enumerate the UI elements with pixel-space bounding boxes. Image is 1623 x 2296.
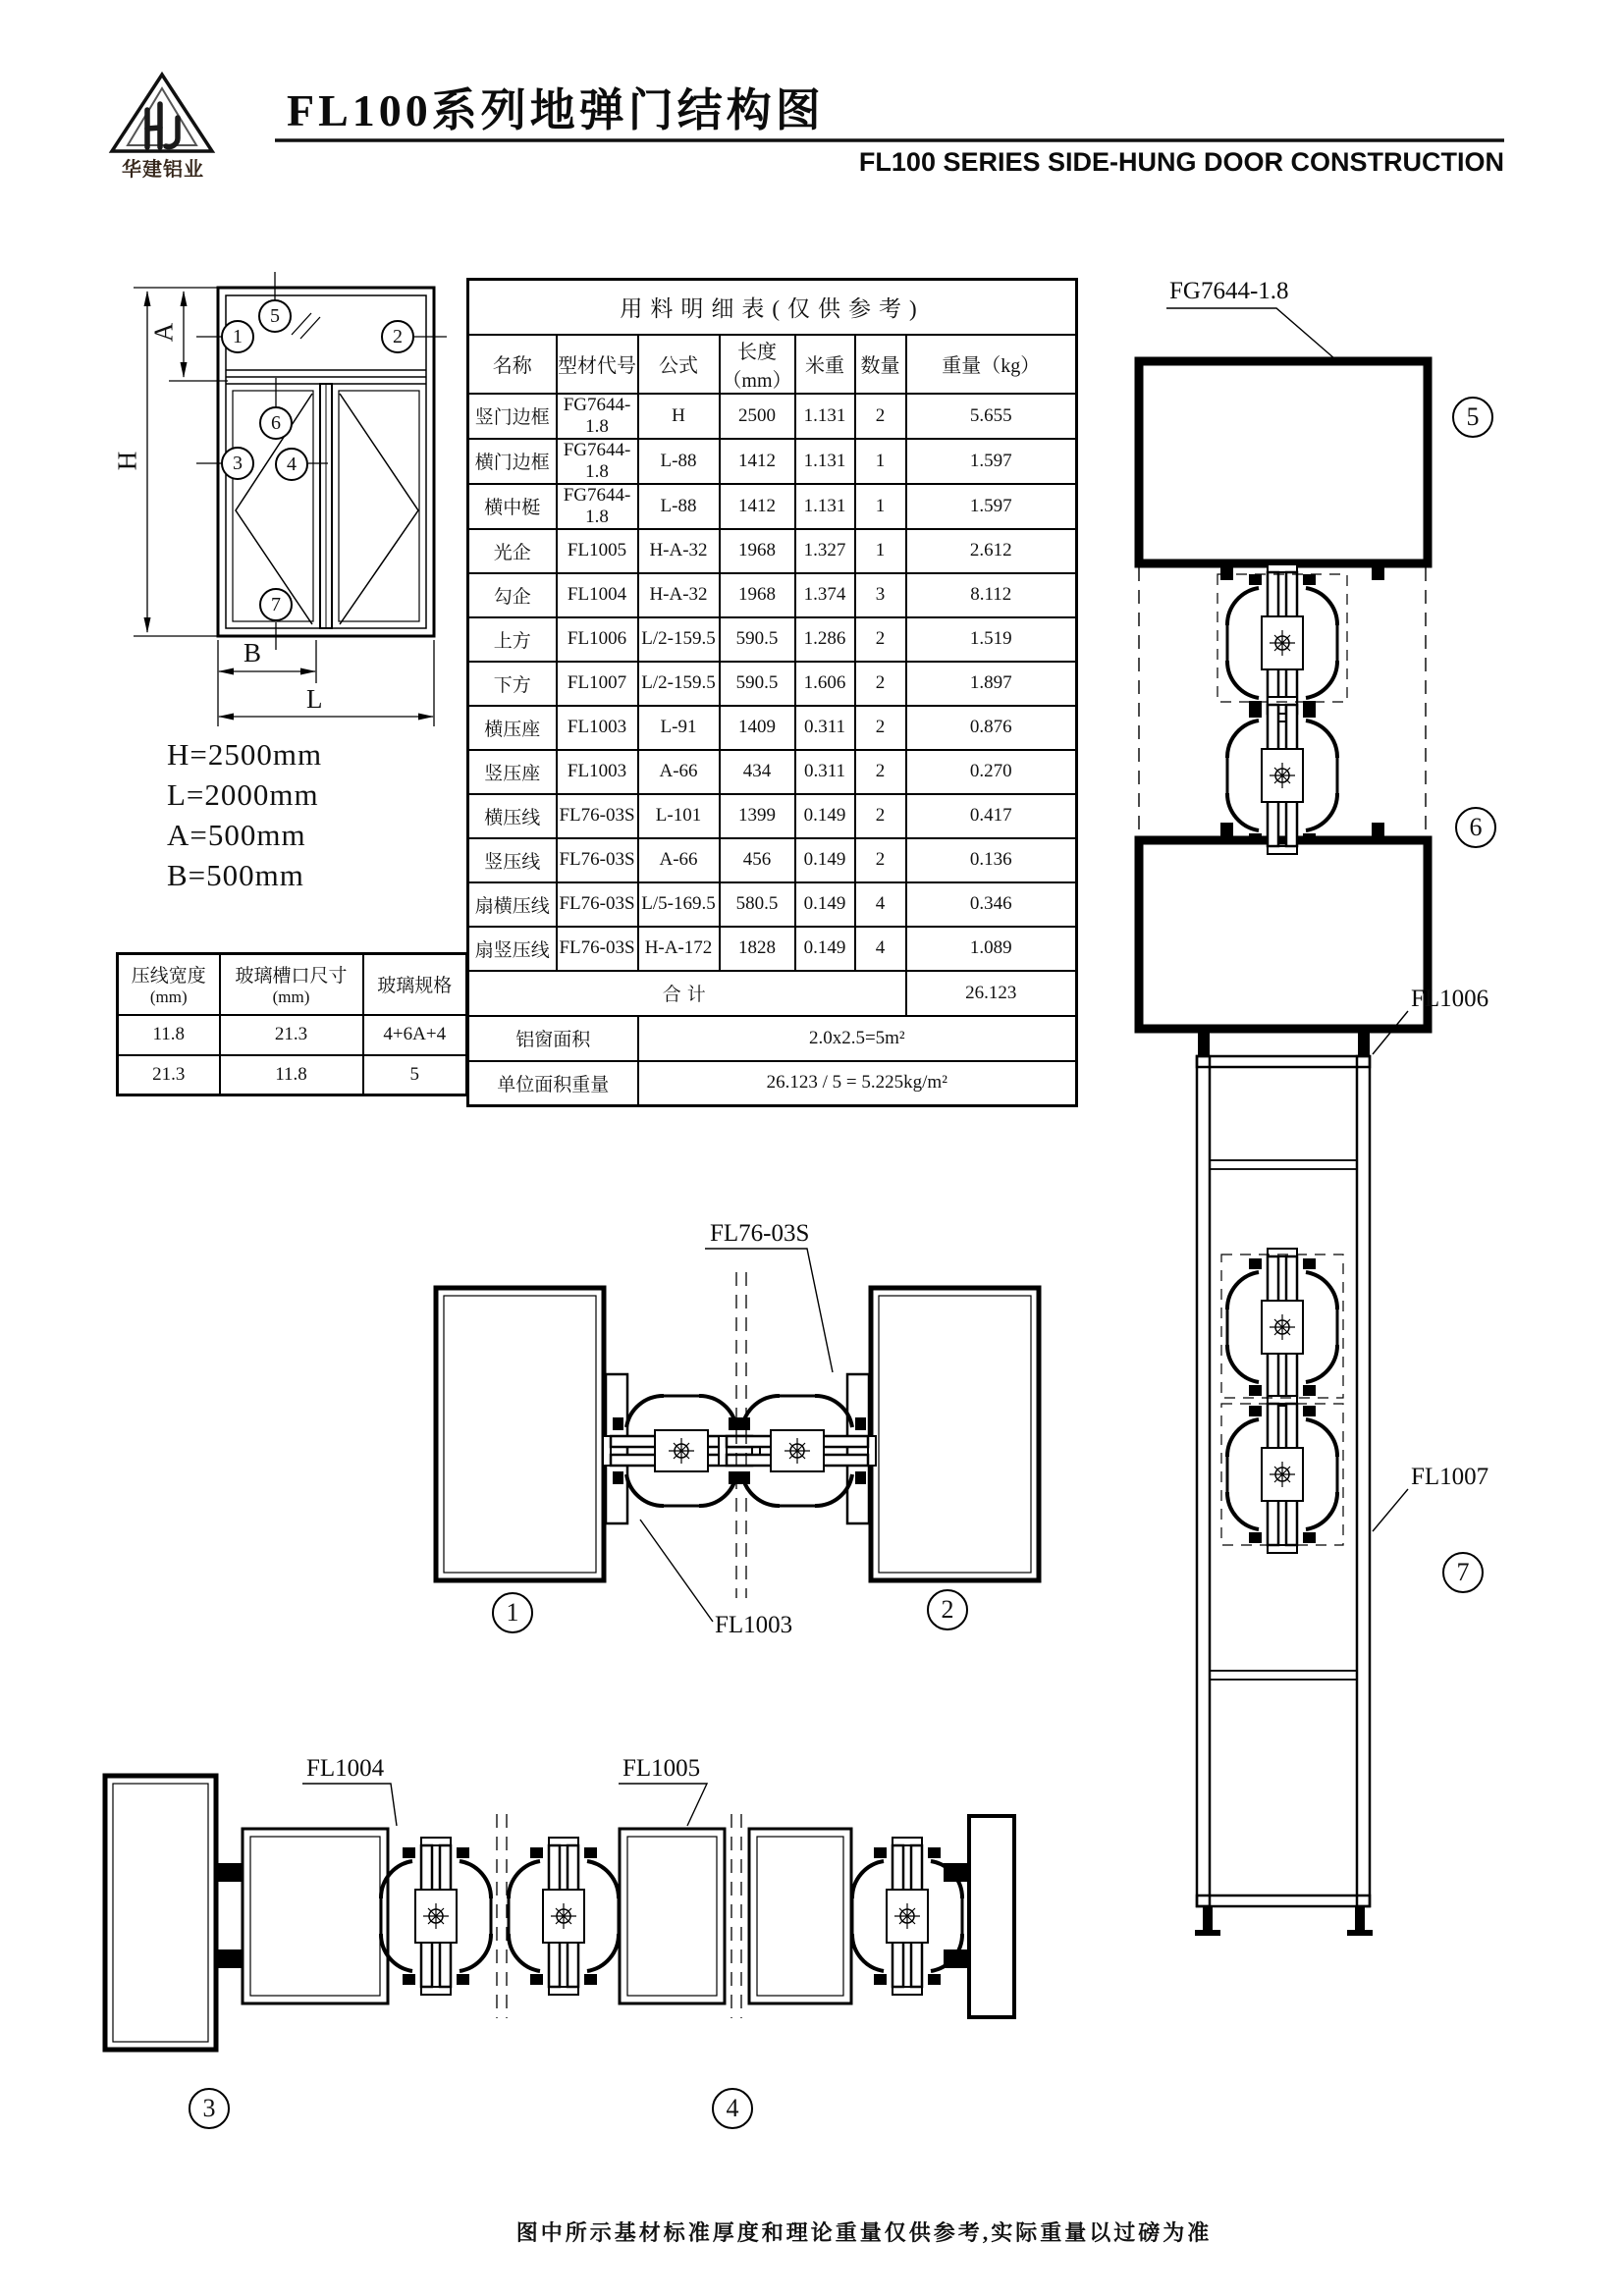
dimension-note-line: A=500mm bbox=[167, 818, 306, 852]
label-fl1007: FL1007 bbox=[1411, 1464, 1489, 1490]
cell-profile-code: FL1006 bbox=[557, 617, 638, 662]
cell-bead-width: 21.3 bbox=[118, 1055, 220, 1095]
cell-formula: A-66 bbox=[638, 750, 720, 794]
section-balloon-2: 2 bbox=[927, 1589, 968, 1630]
materials-table-header-row bbox=[468, 335, 1077, 394]
cell-qty: 2 bbox=[855, 838, 906, 882]
material-row bbox=[468, 750, 1077, 794]
cell-length: 2500 bbox=[720, 394, 795, 439]
total-row bbox=[468, 971, 1077, 1016]
materials-column-header: 数量 bbox=[855, 335, 906, 394]
unit-weight-row bbox=[468, 1061, 1077, 1106]
glass-spec-table bbox=[116, 952, 468, 1096]
page-title: FL100系列地弹门结构图 bbox=[287, 85, 825, 135]
materials-column-header: 公式 bbox=[638, 335, 720, 394]
cell-name: 上方 bbox=[468, 617, 557, 662]
cell-qty: 2 bbox=[855, 394, 906, 439]
balloon-6: 6 bbox=[259, 406, 293, 440]
cell-profile-code: FL1003 bbox=[557, 750, 638, 794]
section-balloon-5: 5 bbox=[1452, 397, 1493, 438]
cell-formula: H bbox=[638, 394, 720, 439]
area-row bbox=[468, 1016, 1077, 1061]
cell-name: 扇竖压线 bbox=[468, 927, 557, 971]
cell-length: 1968 bbox=[720, 529, 795, 573]
cell-weight: 0.346 bbox=[906, 882, 1077, 927]
cell-formula: A-66 bbox=[638, 838, 720, 882]
dimension-note-line: H=2500mm bbox=[167, 737, 323, 772]
dim-label-a: A bbox=[148, 322, 179, 343]
label-fl1005: FL1005 bbox=[622, 1755, 701, 1782]
cell-meter-weight: 0.311 bbox=[795, 706, 855, 750]
cell-weight: 0.136 bbox=[906, 838, 1077, 882]
cell-profile-code: FG7644-1.8 bbox=[557, 439, 638, 484]
cell-meter-weight: 1.327 bbox=[795, 529, 855, 573]
cell-weight: 1.597 bbox=[906, 484, 1077, 529]
cell-profile-code: FL1005 bbox=[557, 529, 638, 573]
glass-row bbox=[118, 1055, 467, 1095]
materials-column-header: 长度（mm） bbox=[720, 335, 795, 394]
materials-column-header: 名称 bbox=[468, 335, 557, 394]
cell-length: 1399 bbox=[720, 794, 795, 838]
material-row bbox=[468, 439, 1077, 484]
dimension-note-line: B=500mm bbox=[167, 858, 304, 892]
cell-name: 光企 bbox=[468, 529, 557, 573]
material-row bbox=[468, 617, 1077, 662]
cell-weight: 8.112 bbox=[906, 573, 1077, 617]
cell-meter-weight: 0.149 bbox=[795, 794, 855, 838]
materials-table-body bbox=[468, 394, 1077, 971]
materials-table-title: 用料明细表(仅供参考) bbox=[468, 280, 1077, 335]
cell-profile-code: FG7644-1.8 bbox=[557, 484, 638, 529]
cell-length: 1968 bbox=[720, 573, 795, 617]
balloon-3: 3 bbox=[221, 447, 254, 480]
cell-name: 下方 bbox=[468, 662, 557, 706]
materials-column-header: 型材代号 bbox=[557, 335, 638, 394]
material-row bbox=[468, 706, 1077, 750]
cell-name: 勾企 bbox=[468, 573, 557, 617]
cell-formula: H-A-32 bbox=[638, 573, 720, 617]
balloon-4: 4 bbox=[275, 448, 308, 481]
cell-length: 1412 bbox=[720, 484, 795, 529]
cell-name: 横门边框 bbox=[468, 439, 557, 484]
cell-qty: 2 bbox=[855, 750, 906, 794]
cell-formula: L-91 bbox=[638, 706, 720, 750]
cell-qty: 1 bbox=[855, 529, 906, 573]
cell-formula: H-A-32 bbox=[638, 529, 720, 573]
cell-formula: L-88 bbox=[638, 439, 720, 484]
section-detail-3-4 bbox=[105, 1776, 1014, 2050]
label-fl1003: FL1003 bbox=[715, 1612, 793, 1638]
cell-qty: 3 bbox=[855, 573, 906, 617]
label-fl76-03s: FL76-03S bbox=[710, 1220, 810, 1247]
company-logo-text: 华建铝业 bbox=[122, 159, 204, 181]
cell-length: 580.5 bbox=[720, 882, 795, 927]
dim-label-b: B bbox=[243, 638, 262, 667]
section-detail-1-2 bbox=[436, 1272, 1039, 1598]
material-row bbox=[468, 838, 1077, 882]
area-label: 铝窗面积 bbox=[468, 1016, 638, 1061]
cell-weight: 1.089 bbox=[906, 927, 1077, 971]
area-value: 2.0x2.5=5m² bbox=[638, 1016, 1077, 1061]
cell-weight: 0.417 bbox=[906, 794, 1077, 838]
cell-notch-size: 21.3 bbox=[220, 1015, 363, 1055]
cell-qty: 2 bbox=[855, 706, 906, 750]
label-fg7644: FG7644-1.8 bbox=[1169, 278, 1289, 304]
cell-weight: 0.270 bbox=[906, 750, 1077, 794]
cell-length: 434 bbox=[720, 750, 795, 794]
dim-label-h: H bbox=[112, 451, 142, 471]
cell-qty: 2 bbox=[855, 794, 906, 838]
section-balloon-6: 6 bbox=[1455, 807, 1496, 848]
material-row bbox=[468, 484, 1077, 529]
cell-meter-weight: 0.149 bbox=[795, 882, 855, 927]
materials-column-header: 米重 bbox=[795, 335, 855, 394]
total-value: 26.123 bbox=[906, 971, 1077, 1016]
total-label: 合计 bbox=[468, 971, 906, 1016]
cell-profile-code: FL76-03S bbox=[557, 882, 638, 927]
cell-weight: 1.597 bbox=[906, 439, 1077, 484]
cell-profile-code: FL76-03S bbox=[557, 838, 638, 882]
section-balloon-1: 1 bbox=[492, 1592, 533, 1633]
cell-weight: 0.876 bbox=[906, 706, 1077, 750]
dimension-note-line: L=2000mm bbox=[167, 777, 319, 812]
material-row bbox=[468, 927, 1077, 971]
cell-length: 1828 bbox=[720, 927, 795, 971]
cell-profile-code: FL1007 bbox=[557, 662, 638, 706]
cell-name: 竖压座 bbox=[468, 750, 557, 794]
material-row bbox=[468, 662, 1077, 706]
cell-qty: 2 bbox=[855, 662, 906, 706]
cell-name: 竖压线 bbox=[468, 838, 557, 882]
material-row bbox=[468, 529, 1077, 573]
cell-meter-weight: 1.131 bbox=[795, 484, 855, 529]
materials-column-header: 重量（kg） bbox=[906, 335, 1077, 394]
section-detail-5-6-7 bbox=[1139, 361, 1428, 1936]
cell-formula: L-88 bbox=[638, 484, 720, 529]
section-balloon-3: 3 bbox=[189, 2088, 230, 2129]
cell-qty: 1 bbox=[855, 439, 906, 484]
material-row bbox=[468, 794, 1077, 838]
glass-table-header-row bbox=[118, 954, 467, 1015]
cell-meter-weight: 0.149 bbox=[795, 838, 855, 882]
unit-weight-value: 26.123 / 5 = 5.225kg/m² bbox=[638, 1061, 1077, 1106]
balloon-7: 7 bbox=[259, 588, 293, 621]
cell-qty: 4 bbox=[855, 927, 906, 971]
cell-qty: 1 bbox=[855, 484, 906, 529]
cell-profile-code: FL76-03S bbox=[557, 794, 638, 838]
cell-meter-weight: 1.131 bbox=[795, 439, 855, 484]
cell-formula: L-101 bbox=[638, 794, 720, 838]
cell-profile-code: FL1004 bbox=[557, 573, 638, 617]
cell-notch-size: 11.8 bbox=[220, 1055, 363, 1095]
material-row bbox=[468, 573, 1077, 617]
cell-meter-weight: 1.286 bbox=[795, 617, 855, 662]
cell-length: 1409 bbox=[720, 706, 795, 750]
cell-name: 横压线 bbox=[468, 794, 557, 838]
dim-label-l: L bbox=[306, 684, 323, 714]
cell-length: 590.5 bbox=[720, 617, 795, 662]
cell-meter-weight: 1.131 bbox=[795, 394, 855, 439]
balloon-1: 1 bbox=[221, 320, 254, 353]
material-row bbox=[468, 882, 1077, 927]
glass-column-header: 压线宽度 (mm) bbox=[118, 954, 220, 1015]
balloon-2: 2 bbox=[381, 320, 414, 353]
cell-meter-weight: 0.311 bbox=[795, 750, 855, 794]
label-fl1006: FL1006 bbox=[1411, 986, 1489, 1012]
glass-column-header: 玻璃槽口尺寸 (mm) bbox=[220, 954, 363, 1015]
cell-formula: H-A-172 bbox=[638, 927, 720, 971]
section-balloon-4: 4 bbox=[712, 2088, 753, 2129]
cell-weight: 1.897 bbox=[906, 662, 1077, 706]
dimension-lines bbox=[134, 288, 434, 726]
page-subtitle-en: FL100 SERIES SIDE-HUNG DOOR CONSTRUCTION bbox=[858, 147, 1504, 177]
cell-weight: 5.655 bbox=[906, 394, 1077, 439]
materials-table bbox=[466, 278, 1078, 1107]
cell-length: 456 bbox=[720, 838, 795, 882]
cell-bead-width: 11.8 bbox=[118, 1015, 220, 1055]
glass-row bbox=[118, 1015, 467, 1055]
section-balloon-7: 7 bbox=[1442, 1552, 1484, 1593]
cell-qty: 2 bbox=[855, 617, 906, 662]
cell-glass-spec: 5 bbox=[363, 1055, 467, 1095]
cell-glass-spec: 4+6A+4 bbox=[363, 1015, 467, 1055]
dimension-notes bbox=[167, 734, 442, 895]
unit-weight-label: 单位面积重量 bbox=[468, 1061, 638, 1106]
balloon-5: 5 bbox=[258, 299, 292, 333]
material-row bbox=[468, 394, 1077, 439]
cell-meter-weight: 1.606 bbox=[795, 662, 855, 706]
cell-meter-weight: 1.374 bbox=[795, 573, 855, 617]
cell-name: 竖门边框 bbox=[468, 394, 557, 439]
cell-length: 1412 bbox=[720, 439, 795, 484]
glass-column-header: 玻璃规格 bbox=[363, 954, 467, 1015]
glass-table-body bbox=[118, 1015, 467, 1095]
cell-qty: 4 bbox=[855, 882, 906, 927]
materials-table-title-row bbox=[468, 280, 1077, 335]
cell-profile-code: FG7644-1.8 bbox=[557, 394, 638, 439]
cell-weight: 2.612 bbox=[906, 529, 1077, 573]
cell-name: 扇横压线 bbox=[468, 882, 557, 927]
cell-profile-code: FL76-03S bbox=[557, 927, 638, 971]
cell-formula: L/2-159.5 bbox=[638, 617, 720, 662]
cell-length: 590.5 bbox=[720, 662, 795, 706]
cell-weight: 1.519 bbox=[906, 617, 1077, 662]
cell-formula: L/5-169.5 bbox=[638, 882, 720, 927]
cell-name: 横压座 bbox=[468, 706, 557, 750]
cell-formula: L/2-159.5 bbox=[638, 662, 720, 706]
cell-meter-weight: 0.149 bbox=[795, 927, 855, 971]
footer-note: 图中所示基材标准厚度和理论重量仅供参考,实际重量以过磅为准 bbox=[515, 2220, 1213, 2245]
cell-profile-code: FL1003 bbox=[557, 706, 638, 750]
cell-name: 横中梃 bbox=[468, 484, 557, 529]
company-logo-icon bbox=[112, 75, 212, 151]
label-fl1004: FL1004 bbox=[306, 1755, 385, 1782]
